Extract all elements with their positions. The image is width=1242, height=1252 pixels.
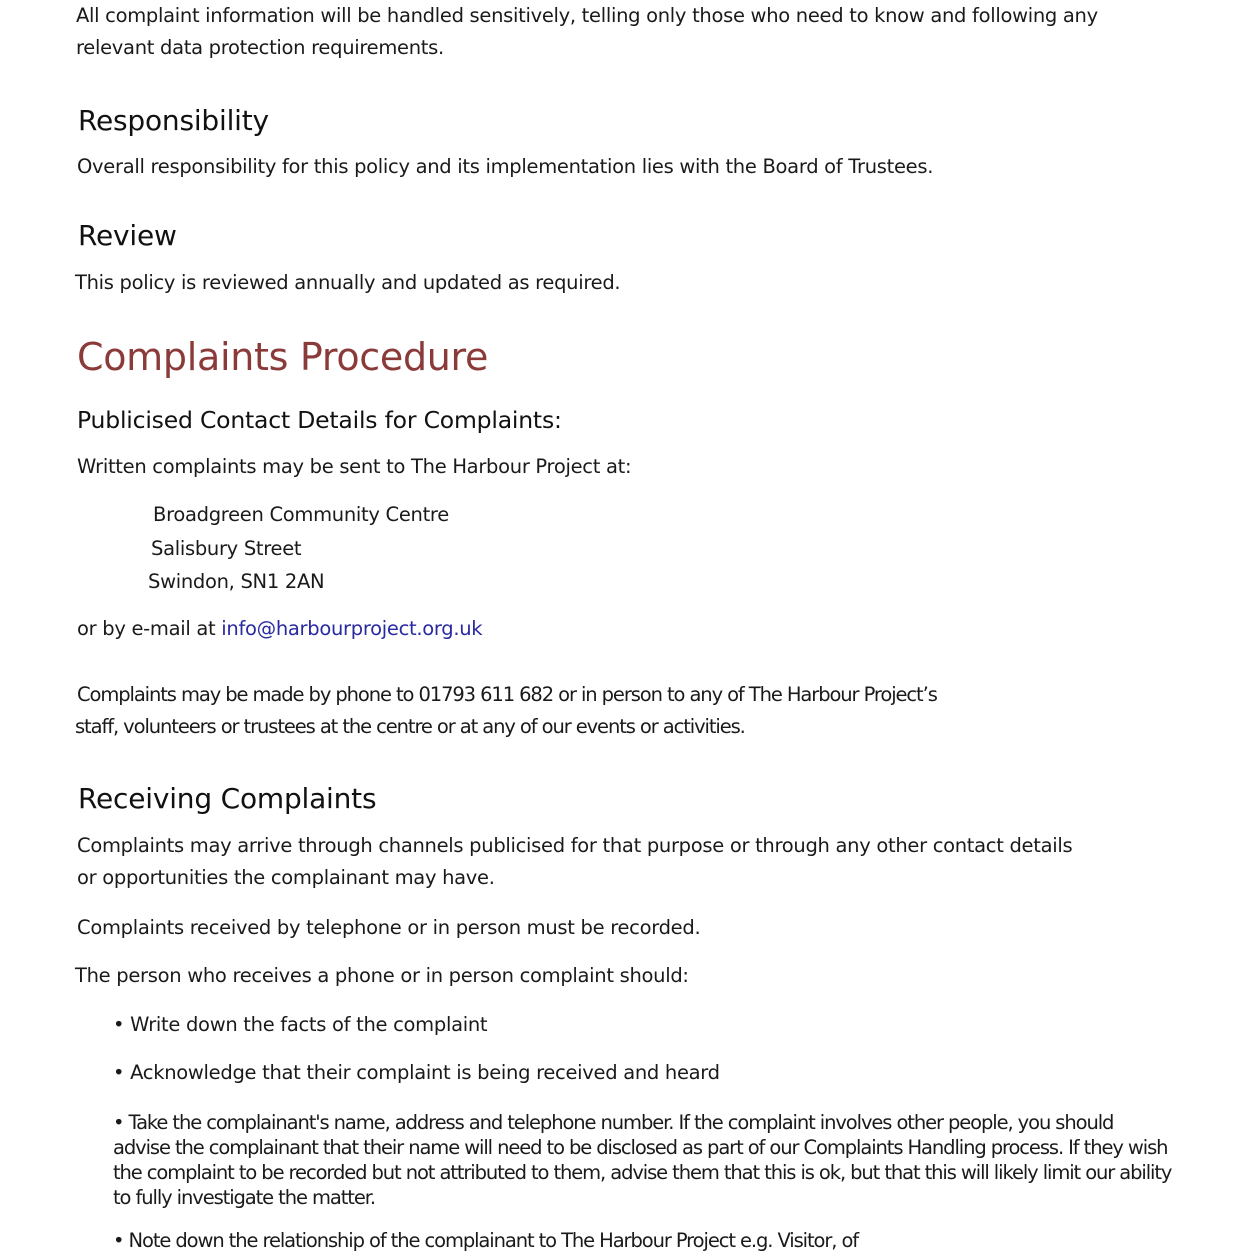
receiving-para3: The person who receives a phone or in person complaint should: bbox=[75, 964, 689, 987]
address-line-2: Salisbury Street bbox=[151, 537, 302, 560]
review-text: This policy is reviewed annually and updated as required. bbox=[75, 271, 621, 294]
page-title: Complaints Procedure bbox=[77, 335, 489, 379]
responsibility-text: Overall responsibility for this policy and its implementation lies with the Board of Trustees. bbox=[77, 155, 934, 178]
phone-line-1: Complaints may be made by phone to 01793 611 682 or in person to any of The Harbour Project’s bbox=[77, 683, 937, 706]
contact-heading: Publicised Contact Details for Complaints: bbox=[77, 406, 562, 434]
receiving-para2: Complaints received by telephone or in person must be recorded. bbox=[77, 916, 701, 939]
address-line-3: Swindon, SN1 2AN bbox=[148, 570, 325, 593]
responsibility-heading: Responsibility bbox=[78, 104, 269, 137]
phone-line-2: staff, volunteers or trustees at the centre or at any of our events or activities. bbox=[75, 715, 745, 738]
intro-line-1: All complaint information will be handled sensitively, telling only those who need to know and following any bbox=[76, 4, 1098, 27]
bullet-item: • Acknowledge that their complaint is being received and heard bbox=[113, 1061, 720, 1084]
email-prefix: or by e-mail at bbox=[77, 617, 222, 640]
address-line-1: Broadgreen Community Centre bbox=[153, 503, 449, 526]
receiving-para1-line1: Complaints may arrive through channels publicised for that purpose or through any other contact details bbox=[77, 834, 1073, 857]
email-line bbox=[77, 617, 482, 640]
written-intro: Written complaints may be sent to The Harbour Project at: bbox=[77, 455, 632, 478]
email-link[interactable]: info@harbourproject.org.uk bbox=[221, 617, 483, 640]
bullet-item: • Take the complainant's name, address and telephone number. If the complaint involves other people, you should advise the complainant that their name will need to be disclosed as part of our Complaints Handling process. If they wish the complaint to be recorded but not attributed to them, advise them that this is ok, but that this will likely limit our ability to fully investigate the matter. bbox=[113, 1111, 1172, 1209]
bullet-item: • Write down the facts of the complaint bbox=[113, 1013, 488, 1036]
bullet-item: • Note down the relationship of the complainant to The Harbour Project e.g. Visitor, of bbox=[113, 1229, 859, 1252]
review-heading: Review bbox=[78, 219, 177, 252]
receiving-heading: Receiving Complaints bbox=[78, 782, 377, 815]
receiving-para1-line2: or opportunities the complainant may have. bbox=[77, 866, 495, 889]
intro-line-2: relevant data protection requirements. bbox=[76, 36, 444, 59]
